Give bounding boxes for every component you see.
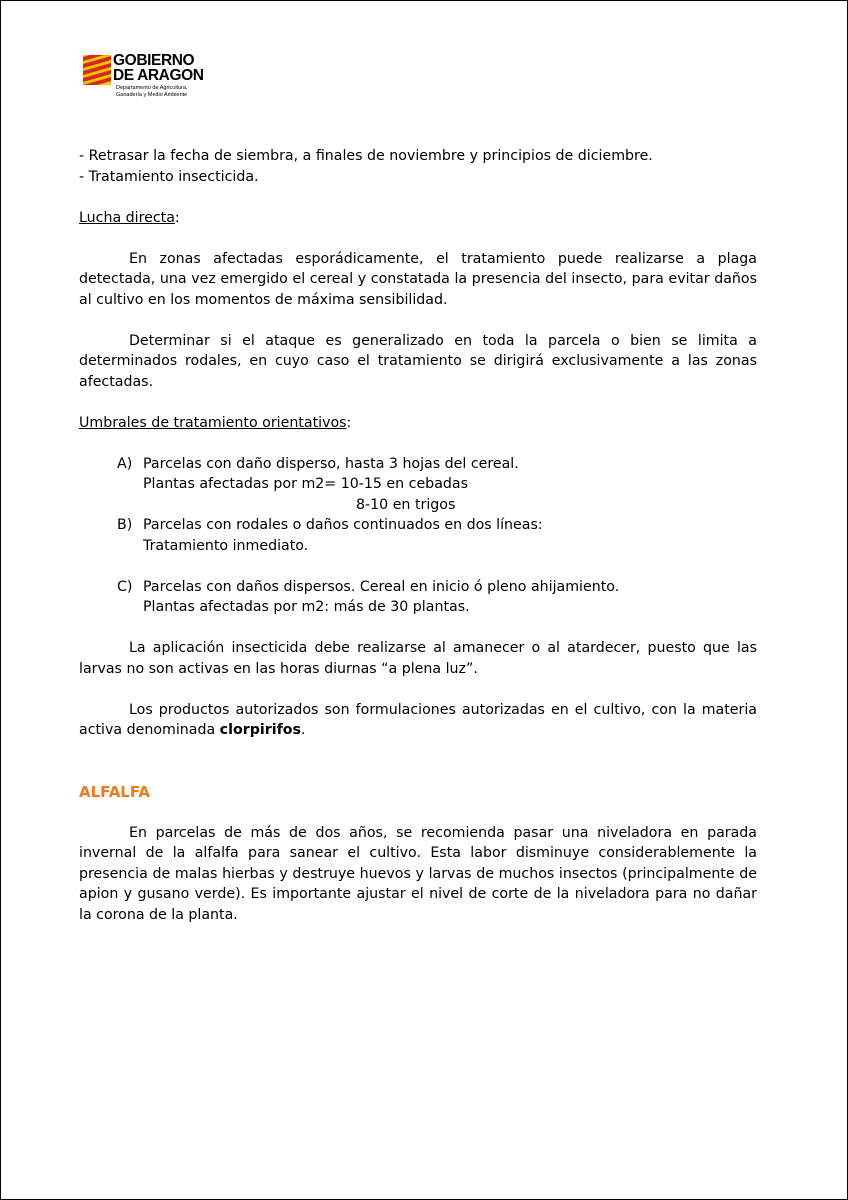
logo-title: GOBIERNO DE ARAGON [113, 52, 204, 84]
lucha-paragraph-2: Determinar si el ataque es generalizado en toda la parcela o bien se limita a determinados rodales, en cuyo caso el tratamiento se dirigirá exclusivamente a las zonas afectadas. [79, 332, 757, 390]
materia-activa: clorpirifos [219, 722, 301, 738]
umbral-a-sub-2: 8-10 en trigos [356, 496, 456, 513]
intro-bullet: - Tratamiento insecticida. [79, 168, 259, 185]
productos-paragraph: Los productos autorizados son formulaciones autorizadas en el cultivo, con la materia activa denominada clorpirifos. [79, 701, 757, 738]
document-body [79, 146, 757, 925]
aplicacion-paragraph: La aplicación insecticida debe realizarse al amanecer o al atardecer, puesto que las larvas no son activas en las horas diurnas “a plena luz”. [79, 640, 757, 677]
umbral-c-sub-1: Plantas afectadas por m2: más de 30 plantas. [143, 599, 470, 615]
lucha-directa-heading: Lucha directa: [79, 209, 180, 226]
alfalfa-paragraph: En parcelas de más de dos años, se recomienda pasar una niveladora en parada invernal de la alfalfa para sanear el cultivo. Esta labor disminuye considerablemente la presencia de malas hierbas y destruye huevos y larvas de muchos insectos (principalmente de apion y gusano verde). Es importante ajustar el nivel de corte de la niveladora para no dañar la corona de la planta. [79, 824, 757, 923]
umbral-item-c: C) Parcelas con daños dispersos. Cereal en inicio ó pleno ahijamiento. [117, 578, 620, 595]
aragon-flag-icon [83, 55, 111, 85]
gobierno-aragon-logo [79, 47, 217, 103]
alfalfa-heading: ALFALFA [79, 782, 150, 801]
intro-bullet: - Retrasar la fecha de siembra, a finales de noviembre y principios de diciembre. [79, 148, 653, 164]
umbral-a-sub-1: Plantas afectadas por m2= 10-15 en cebadas [143, 476, 468, 492]
lucha-paragraph-1: En zonas afectadas esporádicamente, el tratamiento puede realizarse a plaga detectada, una vez emergido el cereal y constatada la presencia del insecto, para evitar daños al cultivo en los momentos de máxima sensibilidad. [79, 250, 757, 308]
logo-subtitle: Departamento de Agricultura, Ganadería y Medio Ambiente [116, 85, 188, 98]
umbral-b-sub-1: Tratamiento inmediato. [143, 537, 309, 554]
umbral-item-b: B) Parcelas con rodales o daños continuados en dos líneas: [117, 517, 543, 533]
umbral-item-a: A) Parcelas con daño disperso, hasta 3 hojas del cereal. [117, 455, 519, 472]
umbrales-heading: Umbrales de tratamiento orientativos: [79, 414, 352, 431]
